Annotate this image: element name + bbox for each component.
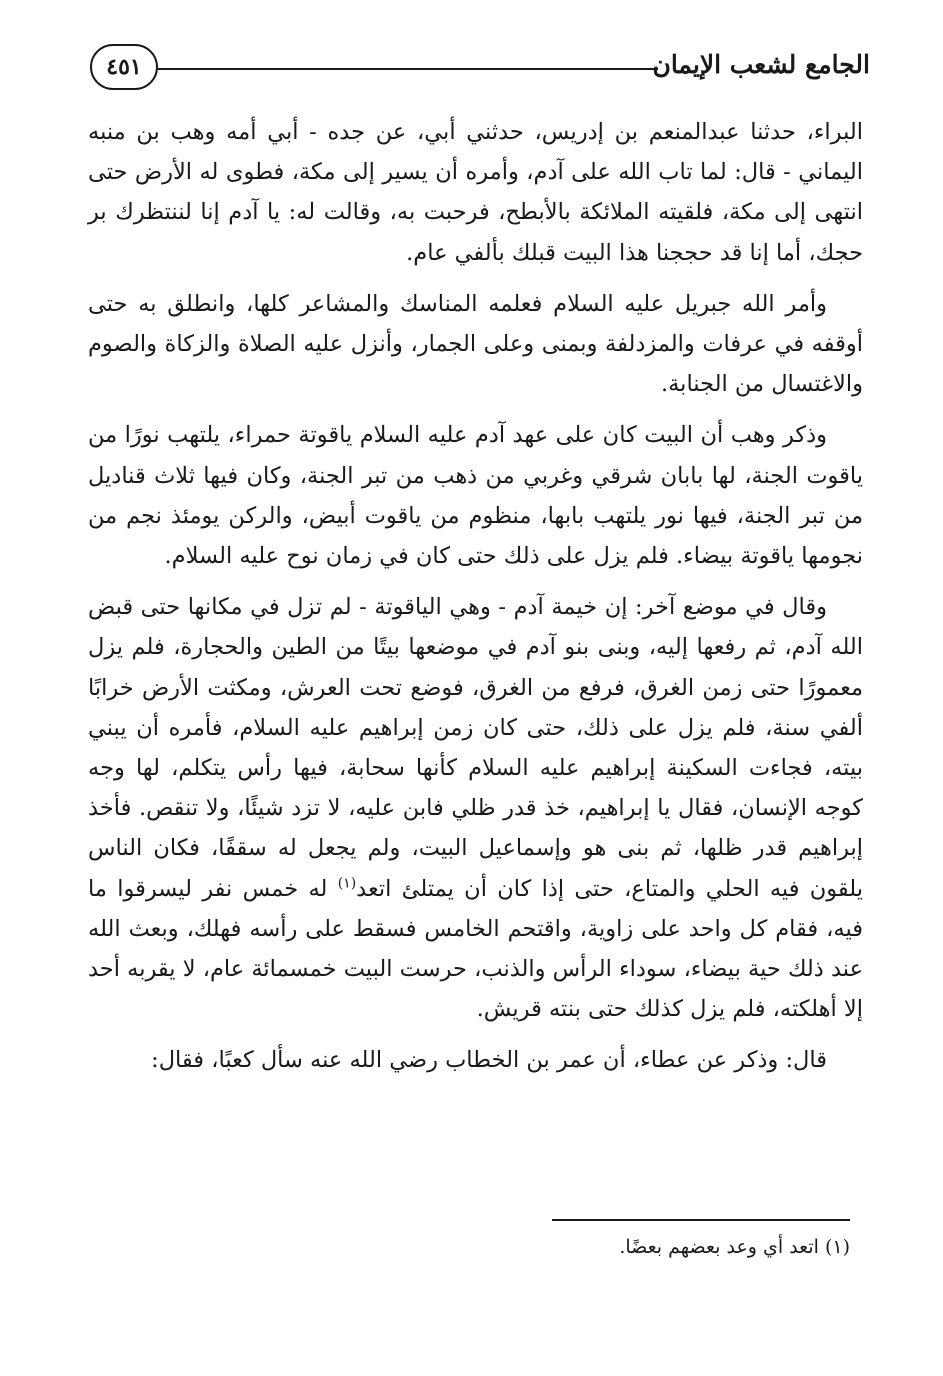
paragraph-4-part-2: له خمس نفر ليسرقوا ما فيه، فقام كل واحد على زاوية، واقتحم الخامس فسقط على رأسه فهلك، وبعث الله عند ذلك حية بيضاء، سوداء الرأس والذنب، حرست البيت خمسمائة عام، لا يقربه أحد إلا أهلكته، فلم يزل كذلك حتى بنته قريش. [88,875,863,1023]
page-number: ٤٥١ [106,54,142,80]
paragraph-4-part-1: وقال في موضع آخر: إن خيمة آدم - وهي الياقوتة - لم تزل في مكانها حتى قبض الله آدم، ثم رفعها إليه، وبنى بنو آدم في موضعها بيتًا من الطين والحجارة، فلم يزل معمورًا حتى زمن الغرق، فرفع من الغرق، فوضع تحت العرش، ومكثت الأرض خرابًا ألفي سنة، فلم يزل على ذلك، حتى كان زمن إبراهيم عليه السلام، فأمره أن يبني بيته، فجاءت السكينة إبراهيم عليه السلام كأنها سحابة، فيها رأس يتكلم، لها وجه كوجه الإنسان، فقال يا إبراهيم، خذ قدر ظلي فابن عليه، لا تزد شيئًا، ولا تنقص. فأخذ إبراهيم قدر ظلها، ثم بنى هو وإسماعيل البيت، ولم يجعل له سقفًا، فكان الناس يلقون فيه الحلي والمتاع، حتى إذا كان أن يمتلئ اتعد [88,594,863,902]
paragraph-4 [88,587,863,1029]
main-text [88,112,863,1092]
header-rule [158,68,658,70]
footnote-reference: (١) [337,875,357,892]
footnote-separator [552,1219,850,1221]
paragraph-5: قال: وذكر عن عطاء، أن عمر بن الخطاب رضي الله عنه سأل كعبًا، فقال: [151,1047,827,1074]
page-number-frame [90,44,158,90]
paragraph-3: وذكر وهب أن البيت كان على عهد آدم عليه السلام ياقوتة حمراء، يلتهب نورًا من ياقوت الجنة، لها بابان شرقي وغربي من ذهب من تبر الجنة، وكان فيها ثلاث قناديل من تبر الجنة، فيها نور يلتهب بابها، منظوم من ياقوت أبيض، والركن يومئذ نجم من نجومها ياقوتة بيضاء. فلم يزل على ذلك حتى كان في زمان نوح عليه السلام. [88,422,863,570]
paragraph-1: البراء، حدثنا عبدالمنعم بن إدريس، حدثني أبي، عن جده - أبي أمه وهب بن منبه اليماني - قال: لما تاب الله على آدم، وأمره أن يسير إلى مكة، فطوى له الأرض حتى انتهى إلى مكة، فلقيته الملائكة بالأبطح، فرحبت به، وقالت له: يا آدم إنا لننتظرك بر حجك، أما إنا قد حججنا هذا البيت قبلك بألفي عام. [88,119,863,266]
footnote-1: (١) اتعد أي وعد بعضهم بعضًا. [619,1236,850,1258]
paragraph-2: وأمر الله جبريل عليه السلام فعلمه المناسك والمشاعر كلها، وانطلق به حتى أوقفه في عرفات والمزدلفة وبمنى وعلى الجمار، وأنزل عليه الصلاة والزكاة والصوم والاغتسال من الجنابة. [88,290,863,398]
running-title: الجامع لشعب الإيمان [652,50,870,79]
page-header [90,40,870,100]
